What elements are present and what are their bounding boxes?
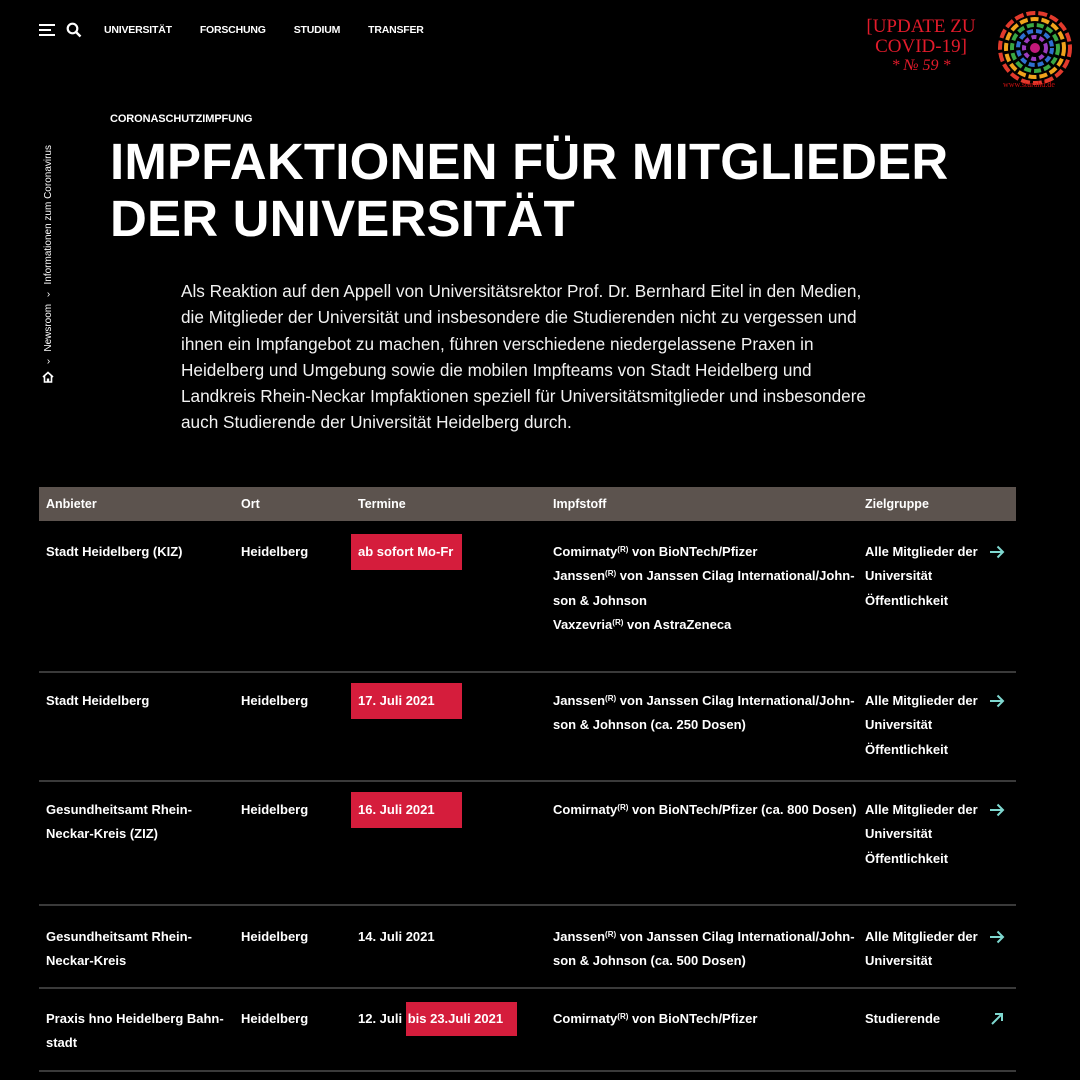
column-header-ort: Ort [234,487,351,521]
vaccination-table [39,487,1016,1072]
vaccine-name: Comirnaty [553,544,618,559]
vaccine-maker: von Janssen Cilag International/John-son & Johnson (ca. 250 Dosen) [553,693,855,733]
registered-mark: (R) [605,694,617,703]
vaccine-maker: von Janssen Cilag International/John-son & Johnson (ca. 500 Dosen) [553,929,855,969]
table-row [39,781,1016,905]
table-row [39,905,1016,988]
ort-cell: Heidelberg [234,905,351,988]
anbieter-cell: Stadt Heidelberg (KIZ) [39,521,234,672]
breadcrumb-newsroom[interactable]: Newsroom [42,303,54,352]
zielgruppe-line: Alle Mitglieder der [865,802,978,817]
termin-start: 12. Juli [358,1011,403,1026]
termin-badge: bis 23.Juli 2021 [406,1002,517,1036]
vaccine-line [553,1007,858,1031]
vaccine-maker: von BioNTech/Pfizer [628,1011,758,1026]
impfstoff-cell [546,988,858,1071]
zielgruppe-line: Öffentlichkeit [865,741,949,757]
vaccine-name: Comirnaty [553,802,618,817]
page-title: IMPFAKTIONEN FÜR MITGLIEDER DER UNIVERSITÄT [110,133,949,247]
vaccine-maker: von Janssen Cilag International/John-son & Johnson [553,568,855,608]
termin-badge: ab sofort Mo-Fr [351,534,462,570]
anbieter-cell: Gesundheitsamt Rhein-Neckar-Kreis (ZIZ) [39,781,234,905]
ort-cell: Heidelberg [234,781,351,905]
registered-mark: (R) [617,545,629,554]
zielgruppe-line: Öffentlichkeit [865,850,949,866]
termin-badge: 17. Juli 2021 [351,683,462,719]
vaccine-line [553,613,858,637]
arrow-right-icon[interactable] [989,694,1005,708]
update-badge [862,17,980,75]
vaccine-name: Janssen [553,929,606,944]
nav-item-studium[interactable]: STUDIUM [293,24,341,36]
vaccine-line [553,564,858,613]
zielgruppe-line: Universität [865,826,933,842]
registered-mark: (R) [617,1012,629,1021]
zielgruppe-cell [858,988,1016,1071]
zielgruppe-line: Universität [865,568,933,584]
registered-mark: (R) [612,617,624,627]
vaccine-line [553,689,858,738]
column-header-termine: Termine [351,487,546,521]
chevron-right-icon: › [46,288,50,300]
impfstoff-cell [546,905,858,988]
zielgruppe-cell [858,672,1016,781]
vaccine-maker: von AstraZeneca [623,616,732,632]
vaccine-line [553,925,858,974]
zielgruppe-line: Alle Mitglieder der [865,544,978,559]
vaccine-maker: von BioNTech/Pfizer [628,544,758,559]
home-icon[interactable] [42,371,54,383]
zielgruppe-line: Universität [865,953,933,969]
nav-item-transfer[interactable]: TRANSFER [368,24,424,36]
termin-cell [351,781,546,905]
table-header-row [39,487,1016,521]
breadcrumb [37,113,59,383]
article-kicker: CORONASCHUTZIMPFUNG [110,113,253,125]
vaccine-name: Janssen [553,568,606,584]
chevron-right-icon: › [46,355,50,367]
search-icon[interactable] [66,22,82,38]
zielgruppe-line: Universität [865,717,933,733]
arrow-right-icon[interactable] [989,803,1005,817]
ort-cell: Heidelberg [234,988,351,1071]
termin-cell [351,672,546,781]
registered-mark: (R) [605,569,617,579]
registered-mark: (R) [617,803,629,812]
zielgruppe-cell [858,905,1016,988]
vaccine-maker: von BioNTech/Pfizer (ca. 800 Dosen) [628,802,857,817]
termin-cell [351,988,546,1071]
table-row [39,988,1016,1071]
zielgruppe-line: Studierende [865,1011,941,1026]
table-row [39,672,1016,781]
vaccine-name: Vaxzevria [553,616,613,632]
main-nav [104,24,424,36]
zielgruppe-cell [858,521,1016,672]
column-header-anbieter: Anbieter [39,487,234,521]
table-row [39,521,1016,672]
vaccine-line [553,798,858,822]
article-lead: Als Reaktion auf den Appell von Universitätsrektor Prof. Dr. Bernhard Eitel in den Medien, die Mitglieder der Universität und insbesondere die Studierenden nicht zu vergessen und ihnen ein Impfangebot zu machen, führen verschiedene niedergelassene Praxen in Heidelberg und Umgebung sowie die mobilen Impfteams von Stadt Heidelberg und Landkreis Rhein-Neckar Impfaktionen speziell für Universitätsmitglieder und insbesondere auch Studierende der Universität Heidelberg durch. [181,281,866,433]
nav-item-forschung[interactable]: FORSCHUNG [199,24,266,36]
zielgruppe-line: Alle Mitglieder der [865,693,978,708]
anbieter-cell: Praxis hno Heidelberg Bahn-stadt [39,988,234,1071]
sturahd-logo [998,6,1072,90]
arrow-up-right-icon[interactable] [989,1012,1005,1026]
ort-cell: Heidelberg [234,521,351,672]
update-badge-line1: [UPDATE ZU [866,16,976,37]
logo-url: www.sturahd.de [1003,80,1055,89]
vaccine-line [553,540,858,564]
column-header-impfstoff: Impfstoff [546,487,858,521]
arrow-right-icon[interactable] [989,930,1005,944]
vaccine-name: Janssen [553,693,606,708]
nav-item-universitaet[interactable]: UNIVERSITÄT [104,24,172,36]
impfstoff-cell [546,521,858,672]
impfstoff-cell [546,672,858,781]
ort-cell: Heidelberg [234,672,351,781]
termin-badge: 16. Juli 2021 [351,792,462,828]
termin-cell [351,521,546,672]
zielgruppe-line: Öffentlichkeit [865,592,949,608]
update-badge-number: * № 59 * [891,57,951,74]
vaccine-name: Comirnaty [553,1011,618,1026]
column-header-zielgruppe: Zielgruppe [858,487,1016,521]
update-badge-line2: COVID-19] [875,36,967,57]
menu-icon[interactable] [39,24,55,38]
arrow-right-icon[interactable] [989,545,1005,559]
anbieter-cell: Gesundheitsamt Rhein-Neckar-Kreis [39,905,234,988]
breadcrumb-coronavirus[interactable]: Informationen zum Coronavirus [42,145,54,285]
termin-cell: 14. Juli 2021 [351,905,546,988]
zielgruppe-cell [858,781,1016,905]
anbieter-cell: Stadt Heidelberg [39,672,234,781]
impfstoff-cell [546,781,858,905]
zielgruppe-line: Alle Mitglieder der [865,929,978,944]
registered-mark: (R) [605,930,617,939]
